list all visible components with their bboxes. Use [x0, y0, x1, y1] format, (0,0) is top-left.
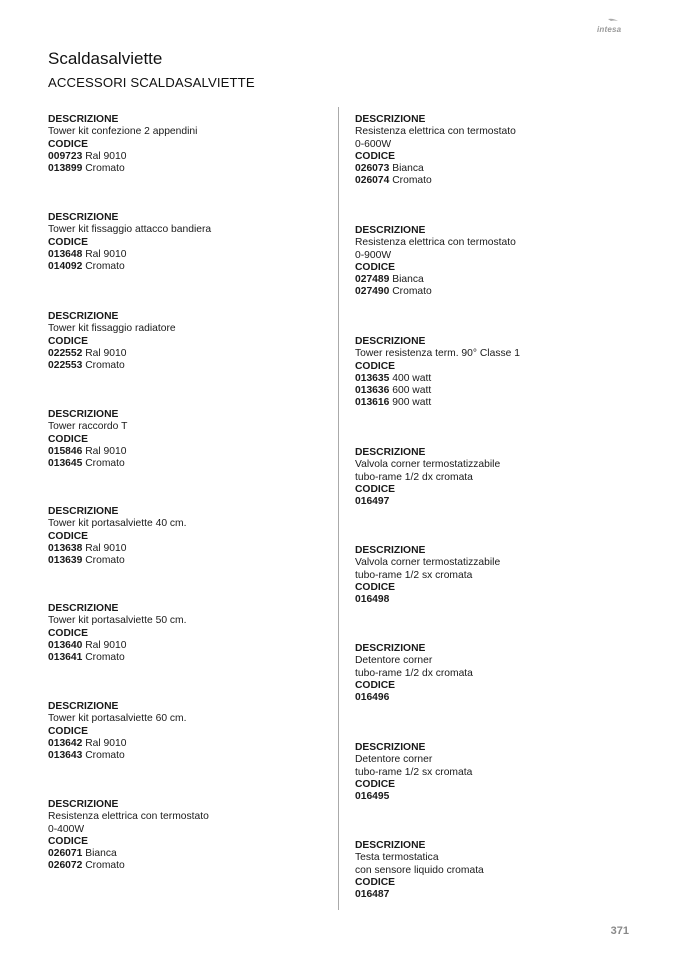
- code-row: [48, 348, 328, 360]
- product-entry: [355, 336, 635, 410]
- brand-logo: [597, 18, 631, 36]
- product-variant: Ral 9010: [85, 445, 127, 457]
- product-variant: Bianca: [392, 274, 424, 286]
- code-label: CODICE: [355, 581, 396, 593]
- product-variant: Bianca: [85, 848, 117, 860]
- product-variant: Cromato: [392, 286, 432, 298]
- code-row: [48, 163, 328, 175]
- product-code: 027489: [355, 274, 390, 286]
- description-text: Resistenza elettrica con termostato: [48, 811, 209, 823]
- product-variant: Cromato: [85, 652, 125, 664]
- product-variant: Ral 9010: [85, 542, 127, 554]
- description-label: DESCRIZIONE: [355, 336, 426, 347]
- product-variant: Ral 9010: [85, 737, 127, 749]
- description-label: DESCRIZIONE: [355, 840, 426, 851]
- code-row: [355, 163, 635, 175]
- description-text: Resistenza elettrica con termostato: [355, 126, 516, 138]
- product-code: 016496: [355, 692, 390, 704]
- product-variant: Cromato: [85, 458, 125, 470]
- code-row: [355, 496, 635, 508]
- description-label: DESCRIZIONE: [48, 409, 119, 420]
- product-code: 013616: [355, 397, 390, 409]
- product-variant: Ral 9010: [85, 639, 127, 651]
- product-code: 009723: [48, 150, 83, 162]
- code-label: CODICE: [48, 236, 89, 248]
- product-code: 026072: [48, 860, 83, 872]
- code-row: [355, 594, 635, 606]
- code-row: [355, 791, 635, 803]
- product-variant: 400 watt: [392, 372, 432, 384]
- code-row: [355, 175, 635, 187]
- description-text: Tower kit fissaggio attacco bandiera: [48, 224, 212, 236]
- description-text: Valvola corner termostatizzabile: [355, 459, 501, 471]
- description-text: Valvola corner termostatizzabile: [355, 557, 501, 569]
- description-label: DESCRIZIONE: [48, 212, 119, 223]
- product-entry: [48, 506, 328, 567]
- description-text: Tower kit fissaggio radiatore: [48, 323, 176, 335]
- product-code: 026074: [355, 175, 390, 187]
- product-entry: [355, 840, 635, 901]
- description-label: DESCRIZIONE: [355, 643, 426, 654]
- product-code: 016497: [355, 496, 390, 508]
- code-label: CODICE: [48, 433, 89, 445]
- description-text: Resistenza elettrica con termostato: [355, 237, 516, 249]
- product-code: 013645: [48, 458, 83, 470]
- description-text: Testa termostatica: [355, 852, 439, 864]
- code-label: CODICE: [48, 335, 89, 347]
- code-row: [355, 397, 635, 409]
- description-label: DESCRIZIONE: [48, 311, 119, 322]
- description-text: Tower raccordo T: [48, 421, 128, 433]
- product-code: 026073: [355, 163, 390, 175]
- product-variant: 600 watt: [392, 385, 432, 397]
- description-label: DESCRIZIONE: [355, 742, 426, 753]
- code-label: CODICE: [355, 150, 396, 162]
- code-label: CODICE: [355, 483, 396, 495]
- code-row: [48, 640, 328, 652]
- code-row: [48, 151, 328, 163]
- description-text: 0-400W: [48, 823, 85, 835]
- product-variant: Cromato: [85, 163, 125, 175]
- product-code: 026071: [48, 848, 83, 860]
- product-variant: Bianca: [392, 163, 424, 175]
- description-text: Tower kit portasalviette 40 cm.: [48, 518, 187, 530]
- product-entry: [48, 114, 328, 175]
- code-label: CODICE: [48, 725, 89, 737]
- description-text: Tower resistenza term. 90° Classe 1: [355, 348, 520, 360]
- product-entry: [48, 799, 328, 873]
- product-entry: [48, 701, 328, 762]
- description-text: tubo-rame 1/2 dx cromata: [355, 471, 473, 483]
- code-row: [48, 848, 328, 860]
- code-row: [48, 543, 328, 555]
- code-row: [355, 274, 635, 286]
- product-code: 016495: [355, 791, 390, 803]
- description-text: Tower kit portasalviette 60 cm.: [48, 713, 187, 725]
- description-label: DESCRIZIONE: [355, 114, 426, 125]
- product-code: 022552: [48, 347, 83, 359]
- product-entry: [48, 311, 328, 372]
- description-label: DESCRIZIONE: [48, 701, 119, 712]
- code-label: CODICE: [355, 876, 396, 888]
- code-row: [48, 249, 328, 261]
- product-entry: [355, 225, 635, 299]
- product-code: 013639: [48, 555, 83, 567]
- product-variant: Ral 9010: [85, 150, 127, 162]
- description-label: DESCRIZIONE: [355, 545, 426, 556]
- description-label: DESCRIZIONE: [48, 799, 119, 810]
- product-variant: Cromato: [85, 555, 125, 567]
- product-code: 027490: [355, 286, 390, 298]
- code-label: CODICE: [48, 835, 89, 847]
- product-variant: Cromato: [85, 860, 125, 872]
- product-entry: [48, 409, 328, 470]
- product-code: 015846: [48, 445, 83, 457]
- code-row: [48, 738, 328, 750]
- code-label: CODICE: [48, 138, 89, 150]
- code-row: [355, 286, 635, 298]
- product-code: 013643: [48, 750, 83, 762]
- product-code: 013648: [48, 248, 83, 260]
- description-label: DESCRIZIONE: [48, 114, 119, 125]
- code-row: [355, 373, 635, 385]
- product-entry: [48, 603, 328, 664]
- product-entry: [48, 212, 328, 273]
- code-row: [48, 750, 328, 762]
- code-row: [48, 652, 328, 664]
- product-variant: Cromato: [85, 261, 125, 273]
- column-divider: [338, 107, 339, 910]
- product-code: 016498: [355, 594, 390, 606]
- product-code: 013640: [48, 639, 83, 651]
- description-label: DESCRIZIONE: [355, 447, 426, 458]
- product-code: 016487: [355, 889, 390, 901]
- description-text: Tower kit portasalviette 50 cm.: [48, 615, 187, 627]
- description-label: DESCRIZIONE: [48, 603, 119, 614]
- product-code: 013641: [48, 652, 83, 664]
- page-title: Scaldasalviette: [48, 49, 163, 68]
- product-entry: [355, 545, 635, 606]
- description-text: Tower kit confezione 2 appendini: [48, 126, 198, 138]
- description-text: con sensore liquido cromata: [355, 864, 484, 876]
- product-variant: Ral 9010: [85, 347, 127, 359]
- code-row: [48, 261, 328, 273]
- product-variant: Cromato: [85, 360, 125, 372]
- product-code: 013636: [355, 385, 390, 397]
- product-code: 013635: [355, 372, 390, 384]
- code-row: [48, 860, 328, 872]
- code-row: [355, 385, 635, 397]
- code-row: [355, 692, 635, 704]
- code-row: [48, 360, 328, 372]
- description-text: Detentore corner: [355, 754, 433, 766]
- page-number: 371: [610, 925, 629, 937]
- product-variant: Ral 9010: [85, 248, 127, 260]
- code-label: CODICE: [48, 530, 89, 542]
- description-label: DESCRIZIONE: [48, 506, 119, 517]
- description-label: DESCRIZIONE: [355, 225, 426, 236]
- brand-name: intesa: [597, 25, 622, 34]
- product-code: 013638: [48, 542, 83, 554]
- code-row: [48, 555, 328, 567]
- code-label: CODICE: [48, 627, 89, 639]
- product-variant: Cromato: [85, 750, 125, 762]
- section-title: ACCESSORI SCALDASALVIETTE: [48, 75, 255, 90]
- code-label: CODICE: [355, 360, 396, 372]
- product-entry: [355, 114, 635, 188]
- description-text: 0-600W: [355, 138, 392, 150]
- product-entry: [355, 742, 635, 803]
- product-entry: [355, 447, 635, 508]
- product-variant: Cromato: [392, 175, 432, 187]
- product-code: 014092: [48, 261, 83, 273]
- description-text: tubo-rame 1/2 dx cromata: [355, 667, 473, 679]
- product-entry: [355, 643, 635, 704]
- code-row: [48, 446, 328, 458]
- product-code: 022553: [48, 360, 83, 372]
- code-row: [355, 889, 635, 901]
- product-code: 013642: [48, 737, 83, 749]
- description-text: tubo-rame 1/2 sx cromata: [355, 766, 473, 778]
- product-variant: 900 watt: [392, 397, 432, 409]
- description-text: tubo-rame 1/2 sx cromata: [355, 569, 473, 581]
- description-text: Detentore corner: [355, 655, 433, 667]
- code-label: CODICE: [355, 778, 396, 790]
- code-row: [48, 458, 328, 470]
- code-label: CODICE: [355, 679, 396, 691]
- description-text: 0-900W: [355, 249, 392, 261]
- code-label: CODICE: [355, 261, 396, 273]
- product-code: 013899: [48, 163, 83, 175]
